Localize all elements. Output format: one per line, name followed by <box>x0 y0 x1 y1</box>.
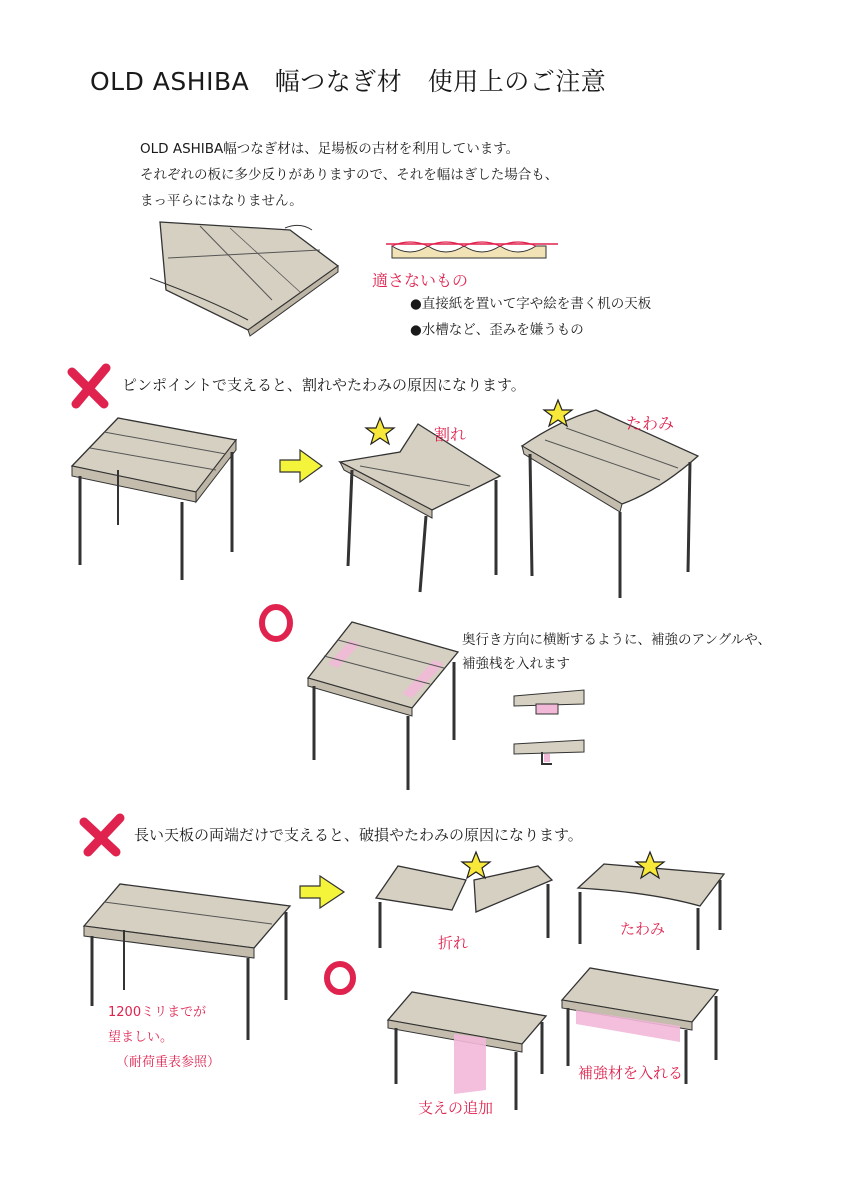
warped-board-sketch <box>150 222 338 336</box>
label-break: 折れ <box>438 934 469 952</box>
table-pinpoint-support <box>72 418 236 580</box>
intro-line-1: OLD ASHIBA幅つなぎ材は、足場板の古材を利用しています。 <box>140 141 520 157</box>
section1-bad-caption: ピンポイントで支えると、割れやたわみの原因になります。 <box>122 376 526 394</box>
label-crack: 割れ <box>434 425 467 444</box>
x-mark-1 <box>72 368 106 404</box>
reinforcement-detail <box>514 690 584 764</box>
board-cross-section <box>386 242 558 258</box>
label-reinforce: 補強材を入れる <box>578 1064 684 1082</box>
note-line-1: 1200ミリまでが <box>108 1005 207 1020</box>
intro-line-3: まっ平らにはなりません。 <box>140 193 303 209</box>
unsuitable-heading: 適さないもの <box>372 271 469 290</box>
length-note <box>108 1000 220 1075</box>
unsuitable-item-1: ●直接紙を置いて字や絵を書く机の天板 <box>410 296 652 312</box>
label-extra-support: 支えの追加 <box>418 1099 494 1117</box>
page-title: OLD ASHIBA 幅つなぎ材 使用上のご注意 <box>90 67 607 96</box>
arrow-icon-2 <box>300 876 344 908</box>
unsuitable-item-2: ●水槽など、歪みを嫌うもの <box>410 322 584 338</box>
good-caption-line-1: 奥行き方向に横断するように、補強のアングルや、 <box>462 632 772 648</box>
ok-mark-2 <box>327 964 353 992</box>
table-extra-support <box>388 992 546 1110</box>
section2-bad-caption: 長い天板の両端だけで支えると、破損やたわみの原因になります。 <box>134 826 583 844</box>
ok-mark-1 <box>262 607 290 639</box>
table-cracked <box>340 418 500 592</box>
table-with-reinforcement <box>308 622 458 790</box>
note-line-2: 望ましい。 <box>108 1030 174 1045</box>
x-mark-2 <box>84 818 120 852</box>
intro-line-2: それぞれの板に多少反りがありますので、それを幅はぎした場合も、 <box>140 167 559 183</box>
intro-text <box>140 136 558 214</box>
note-line-3: （耐荷重表参照） <box>116 1055 221 1070</box>
label-sag-2: たわみ <box>620 920 666 938</box>
arrow-icon <box>280 450 322 482</box>
label-sag-1: たわみ <box>626 414 675 433</box>
good-caption-line-2: 補強桟を入れます <box>462 656 570 672</box>
